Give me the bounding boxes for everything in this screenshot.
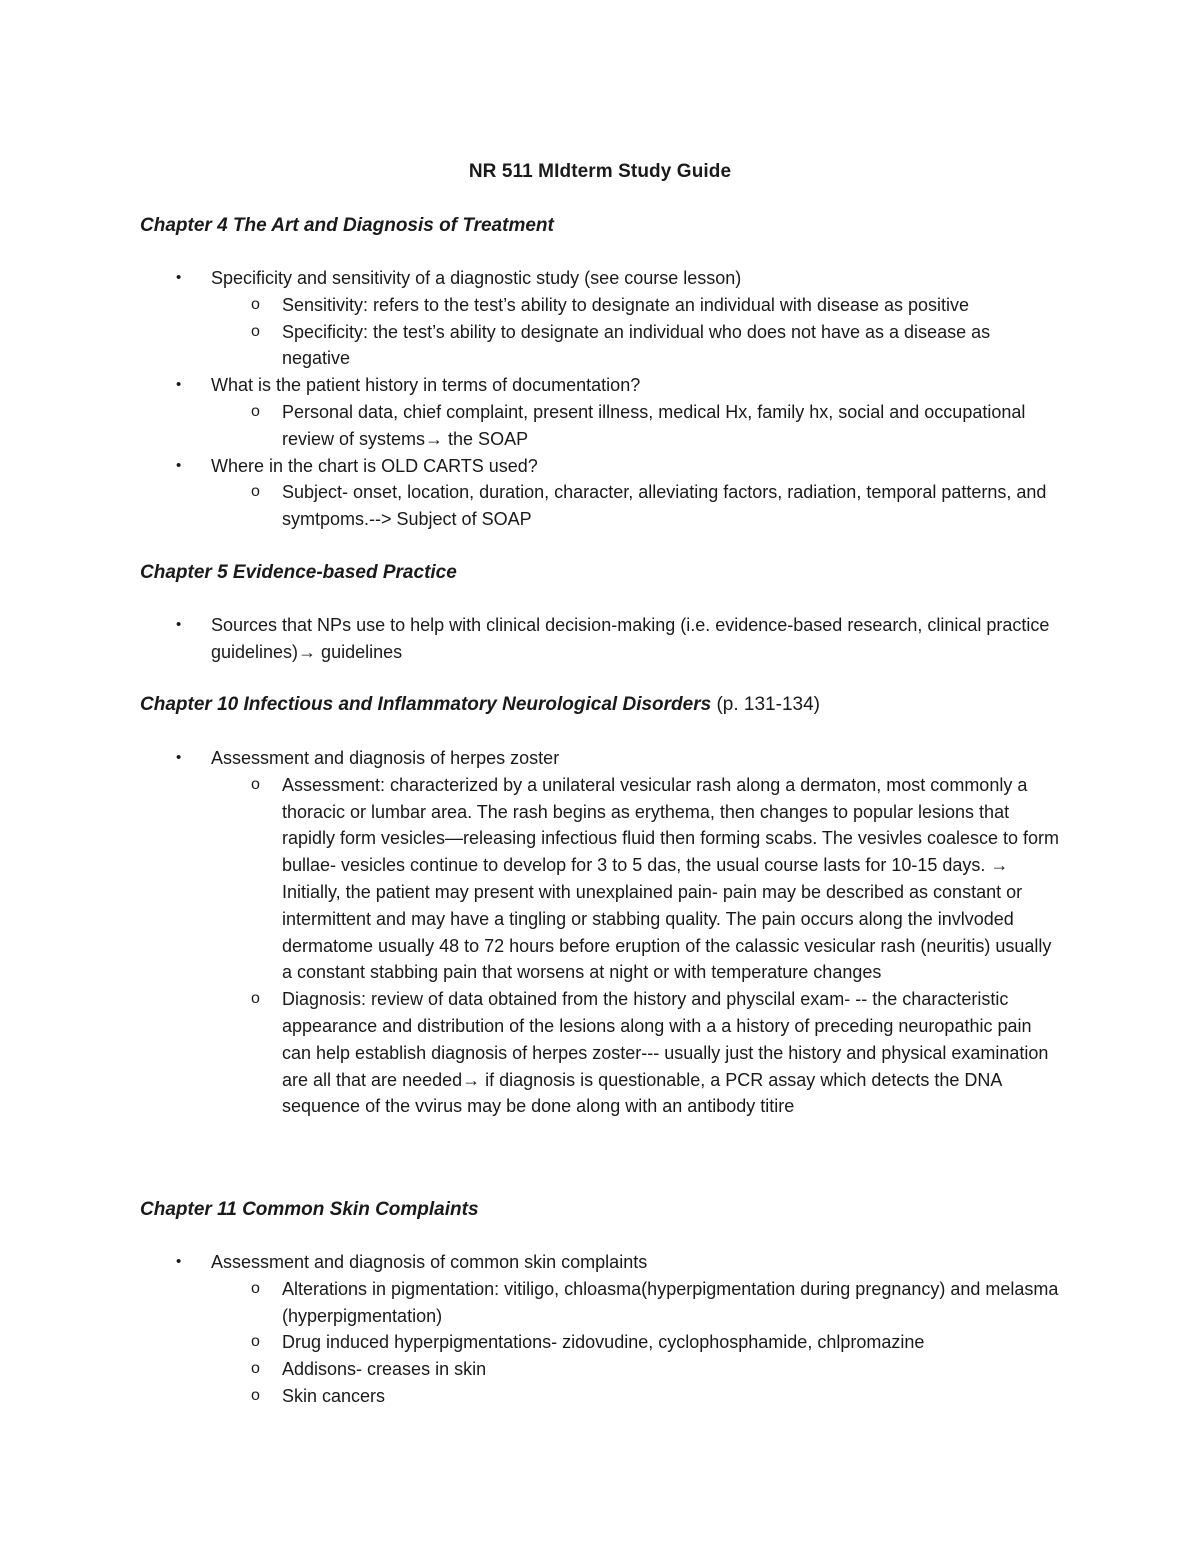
list-item-text: Sources that NPs use to help with clinical decision-making (i.e. evidence-based research, clinical practice guidelines)→ guidelines — [211, 615, 1050, 662]
chapter-heading-text: Chapter 5 Evidence-based Practice — [140, 562, 457, 583]
sub-list-item — [140, 772, 1062, 986]
sub-list-item — [140, 292, 1062, 319]
list-item — [140, 1249, 1100, 1276]
sub-list-item — [140, 1356, 1062, 1383]
list-item — [140, 745, 1100, 772]
sub-bullet-icon: o — [251, 402, 260, 420]
chapter-5-heading — [140, 559, 1100, 587]
chapter-10-heading — [140, 691, 1100, 719]
sub-list-item-text: Assessment: characterized by a unilateral vesicular rash along a dermaton, most commonly a thoracic or lumbar area. The rash begins as erythema, then changes to popular lesions that rapidly form vesicles—releasing infectious fluid then forming scabs. The vesivles coalesce to form bullae- vesicles continue to develop for 3 to 5 das, the usual course lasts for 10-15 days. → Initially, the patient may present with unexplained pain- pain may be described as constant or intermittent and may have a tingling or stabbing quality. The pain occurs along the invlvoded dermatome usually 48 to 72 hours before eruption of the calassic vesicular rash (neuritis) usually a constant stabbing pain that worsens at night or with temperature changes — [282, 774, 1060, 983]
sub-bullet-icon: o — [251, 990, 260, 1008]
sub-list-item — [140, 479, 1062, 533]
sub-list-item-text: Sensitivity: refers to the test’s ability to designate an individual with disease as positive — [282, 294, 970, 315]
sub-bullet-icon: o — [251, 1279, 260, 1297]
sub-list-item-text: Personal data, chief complaint, present illness, medical Hx, family hx, social and occupational review of systems→ the SOAP — [282, 401, 1026, 449]
sub-list-item-text: Diagnosis: review of data obtained from the history and physcilal exam- -- the characteristic appearance and distribution of the lesions along with a a history of preceding neuropathic pain can help establish diagnosis of herpes zoster--- usually just the history and physical examination are all that are needed→ if diagnosis is questionable, a PCR assay which detects the DNA sequence of the vvirus may be done along with an antibody titire — [282, 989, 1049, 1117]
sub-list-item — [140, 986, 1062, 1120]
chapter-5-list — [140, 612, 1100, 666]
bullet-icon: • — [176, 376, 182, 394]
chapter-heading-text: Chapter 11 Common Skin Complaints — [140, 1199, 479, 1220]
chapter-4-list — [140, 265, 1100, 533]
sub-list-item — [140, 1276, 1062, 1330]
sub-list-item — [140, 1329, 1062, 1356]
chapter-heading-text: Chapter 10 Infectious and Inflammatory Neurological Disorders — [140, 694, 712, 715]
sub-list-item-text: Drug induced hyperpigmentations- zidovudine, cyclophosphamide, chlpromazine — [282, 1332, 925, 1353]
list-item-text: What is the patient history in terms of documentation? — [211, 375, 641, 396]
sub-bullet-icon: o — [251, 295, 260, 313]
list-item-text: Specificity and sensitivity of a diagnostic study (see course lesson) — [211, 268, 742, 288]
sub-bullet-icon: o — [251, 1333, 260, 1351]
sub-list-item-text: Subject- onset, location, duration, character, alleviating factors, radiation, temporal patterns, and symtpoms.--> Subject of SOAP — [282, 482, 1047, 530]
chapter-10-list — [140, 745, 1100, 1120]
sub-list-item — [140, 399, 1062, 453]
chapter-11-list — [140, 1249, 1100, 1410]
sub-list-item-text: Specificity: the test’s ability to designate an individual who does not have as a disease as negative — [282, 321, 991, 369]
sub-list-item — [140, 1383, 1062, 1410]
chapter-11-heading — [140, 1196, 1100, 1224]
chapter-4-heading — [140, 212, 1100, 240]
sub-bullet-icon: o — [251, 322, 260, 340]
list-item-text: Assessment and diagnosis of herpes zoster — [211, 748, 560, 768]
chapter-heading-text: Chapter 4 The Art and Diagnosis of Treatment — [140, 215, 554, 236]
sub-list-item-text: Addisons- creases in skin — [282, 1359, 487, 1380]
sub-list-item-text: Skin cancers — [282, 1385, 386, 1406]
sub-bullet-icon: o — [251, 483, 260, 501]
sub-list-item — [140, 319, 1062, 373]
list-item — [140, 372, 1100, 399]
list-item — [140, 265, 1100, 292]
sub-bullet-icon: o — [251, 1360, 260, 1378]
list-item-text: Where in the chart is OLD CARTS used? — [211, 455, 538, 476]
bullet-icon: • — [176, 456, 182, 474]
bullet-icon: • — [176, 1253, 182, 1270]
list-item-text: Assessment and diagnosis of common skin complaints — [211, 1252, 648, 1272]
bullet-icon: • — [176, 269, 182, 286]
document-title: NR 511 MIdterm Study Guide — [468, 161, 732, 182]
sub-list-item-text: Alterations in pigmentation: vitiligo, chloasma(hyperpigmentation during pregnancy) and melasma (hyperpigmentation) — [282, 1278, 1059, 1326]
list-item — [140, 453, 1100, 480]
bullet-icon: • — [176, 616, 182, 633]
sub-bullet-icon: o — [251, 775, 260, 793]
bullet-icon: • — [176, 749, 182, 766]
chapter-page-range: (p. 131-134) — [716, 694, 820, 715]
list-item — [140, 612, 1100, 666]
sub-bullet-icon: o — [251, 1386, 260, 1404]
